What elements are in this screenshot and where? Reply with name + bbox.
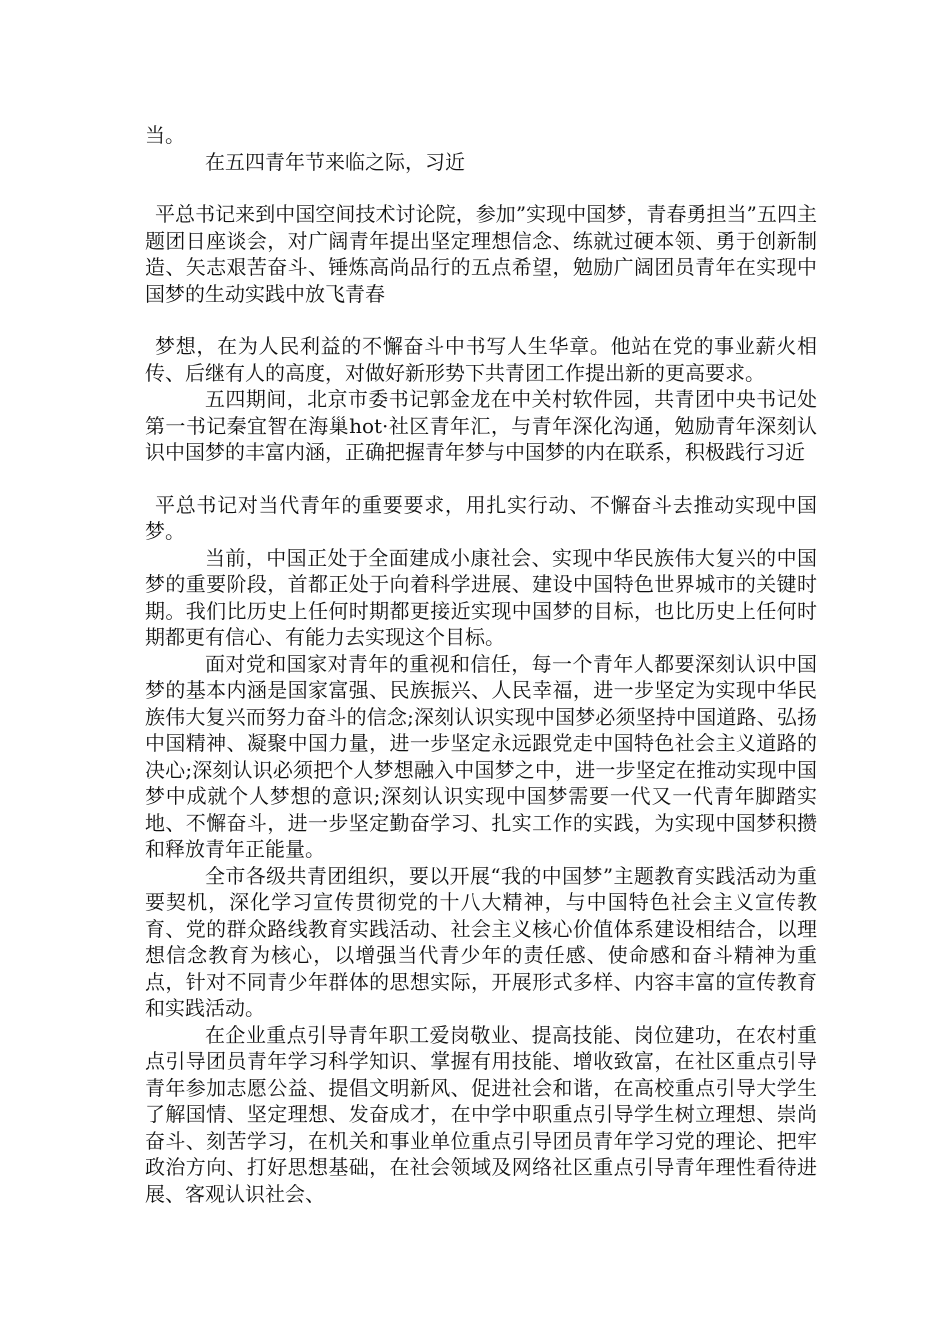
- paragraph-7: 面对党和国家对青年的重视和信任，每一个青年人都要深刻认识中国梦的基本内涵是国家富强、民族振兴、人民幸福，进一步坚定为实现中华民族伟大复兴而努力奋斗的信念;深刻认识实现中国梦必须坚持中国道路、弘扬中国精神、凝聚中国力量，进一步坚定永远跟党走中国特色社会主义道路的决心;深刻认识必须把个人梦想融入中国梦之中，进一步坚定在推动实现中国梦中成就个人梦想的意识;深刻认识实现中国梦需要一代又一代青年脚踏实地、不懈奋斗，进一步坚定勤奋学习、扎实工作的实践，为实现中国梦积攒和释放青年正能量。: [145, 651, 817, 861]
- paragraph-2: 平总书记来到中国空间技术讨论院，参加”实现中国梦，青春勇担当”五四主题团日座谈会，对广阔青年提出坚定理想信念、练就过硬本领、勇于创新制造、矢志艰苦奋斗、锤炼高尚品行的五点希望，勉励广阔团员青年在实现中国梦的生动实践中放飞青春: [145, 202, 817, 306]
- paragraph-gap: [145, 175, 817, 201]
- paragraph-gap: [145, 307, 817, 333]
- paragraph-9: 在企业重点引导青年职工爱岗敬业、提高技能、岗位建功，在农村重点引导团员青年学习科学知识、掌握有用技能、增收致富，在社区重点引导青年参加志愿公益、提倡文明新风、促进社会和谐，在高校重点引导大学生了解国情、坚定理想、发奋成才，在中学中职重点引导学生树立理想、崇尚奋斗、刻苦学习，在机关和事业单位重点引导团员青年学习党的理论、把牢政治方向、打好思想基础，在社会领域及网络社区重点引导青年理性看待进展、客观认识社会、: [145, 1022, 817, 1206]
- paragraph-4: 五四期间，北京市委书记郭金龙在中关村软件园，共青团中央书记处第一书记秦宜智在海巢hot·社区青年汇，与青年深化沟通，勉励青年深刻认识中国梦的丰富内涵，正确把握青年梦与中国梦的内在联系，积极践行习近: [145, 387, 817, 464]
- paragraph-6: 当前，中国正处于全面建成小康社会、实现中华民族伟大复兴的中国梦的重要阶段，首都正处于向着科学进展、建设中国特色世界城市的关键时期。我们比历史上任何时期都更接近实现中国梦的目标，也比历史上任何时期都更有信心、有能力去实现这个目标。: [145, 545, 817, 649]
- paragraph-5: 平总书记对当代青年的重要要求，用扎实行动、不懈奋斗去推动实现中国梦。: [145, 492, 817, 543]
- paragraph-3: 梦想，在为人民利益的不懈奋斗中书写人生华章。他站在党的事业薪火相传、后继有人的高度，对做好新形势下共青团工作提出新的更高要求。: [145, 334, 817, 385]
- paragraph-8: 全市各级共青团组织，要以开展“我的中国梦”主题教育实践活动为重要契机，深化学习宣传贯彻党的十八大精神，与中国特色社会主义宣传教育、党的群众路线教育实践活动、社会主义核心价值体系建设相结合，以理想信念教育为核心，以增强当代青少年的责任感、使命感和奋斗精神为重点，针对不同青少年群体的思想实际，开展形式多样、内容丰富的宣传教育和实践活动。: [145, 863, 817, 1020]
- paragraph-1: 在五四青年节来临之际，习近: [205, 149, 465, 174]
- document-body: [145, 122, 817, 1207]
- paragraph-0: 当。: [145, 123, 185, 147]
- paragraph-gap: [145, 466, 817, 492]
